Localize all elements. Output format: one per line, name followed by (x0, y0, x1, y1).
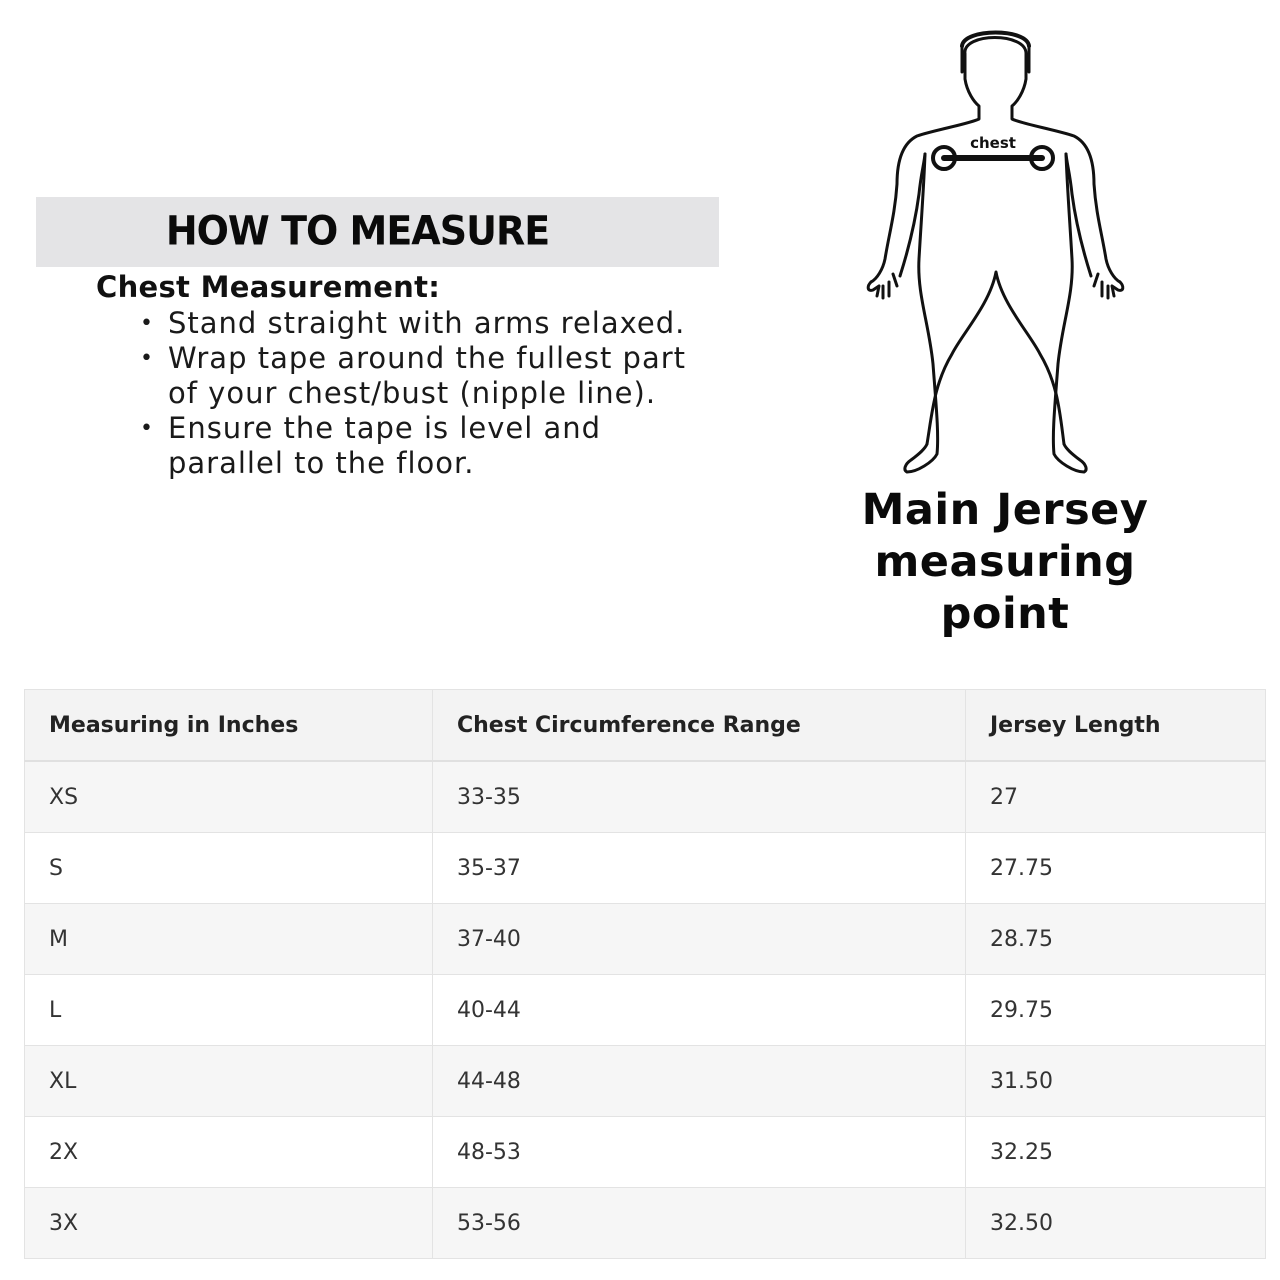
chest-range-cell: 37-40 (433, 904, 966, 975)
jersey-length-cell: 27.75 (966, 833, 1266, 904)
table-header-row (25, 690, 1266, 762)
jersey-length-cell: 28.75 (966, 904, 1266, 975)
jersey-length-cell: 29.75 (966, 975, 1266, 1046)
chest-measurement-heading: Chest Measurement: (96, 270, 441, 304)
step-item: • Ensure the tape is level and parallel to the floor. (140, 411, 720, 481)
step-item: • Wrap tape around the fullest part of your chest/bust (nipple line). (140, 341, 720, 411)
size-cell: XS (25, 761, 433, 833)
how-to-measure-title: HOW TO MEASURE (165, 207, 550, 255)
chest-label: chest (970, 134, 1016, 152)
caption-line: measuring (874, 537, 1136, 587)
header-chest-range: Chest Circumference Range (433, 690, 966, 762)
jersey-length-cell: 32.50 (966, 1188, 1266, 1259)
jersey-length-cell: 27 (966, 761, 1266, 833)
jersey-caption (790, 484, 1220, 640)
size-cell: 3X (25, 1188, 433, 1259)
size-cell: 2X (25, 1117, 433, 1188)
measurement-steps (140, 306, 720, 481)
size-cell: XL (25, 1046, 433, 1117)
chest-range-cell: 40-44 (433, 975, 966, 1046)
header-measuring-in-inches: Measuring in Inches (25, 690, 433, 762)
chest-range-cell: 44-48 (433, 1046, 966, 1117)
table-row (25, 833, 1266, 904)
size-cell: M (25, 904, 433, 975)
table-row (25, 1117, 1266, 1188)
how-to-measure-banner (36, 197, 719, 267)
table-row (25, 975, 1266, 1046)
size-cell: S (25, 833, 433, 904)
caption-line: point (940, 589, 1070, 639)
jersey-length-cell: 31.50 (966, 1046, 1266, 1117)
size-chart-table (24, 689, 1266, 1259)
caption-line: Main Jersey (861, 485, 1149, 535)
body-outline-icon (862, 24, 1132, 484)
chest-range-cell: 53-56 (433, 1188, 966, 1259)
size-cell: L (25, 975, 433, 1046)
chest-range-cell: 33-35 (433, 761, 966, 833)
step-item: • Stand straight with arms relaxed. (140, 306, 720, 341)
body-outline-figure (862, 24, 1132, 484)
jersey-length-cell: 32.25 (966, 1117, 1266, 1188)
table-row (25, 1046, 1266, 1117)
table-row (25, 904, 1266, 975)
table-row (25, 761, 1266, 833)
chest-range-cell: 35-37 (433, 833, 966, 904)
chest-range-cell: 48-53 (433, 1117, 966, 1188)
header-jersey-length: Jersey Length (966, 690, 1266, 762)
table-row (25, 1188, 1266, 1259)
